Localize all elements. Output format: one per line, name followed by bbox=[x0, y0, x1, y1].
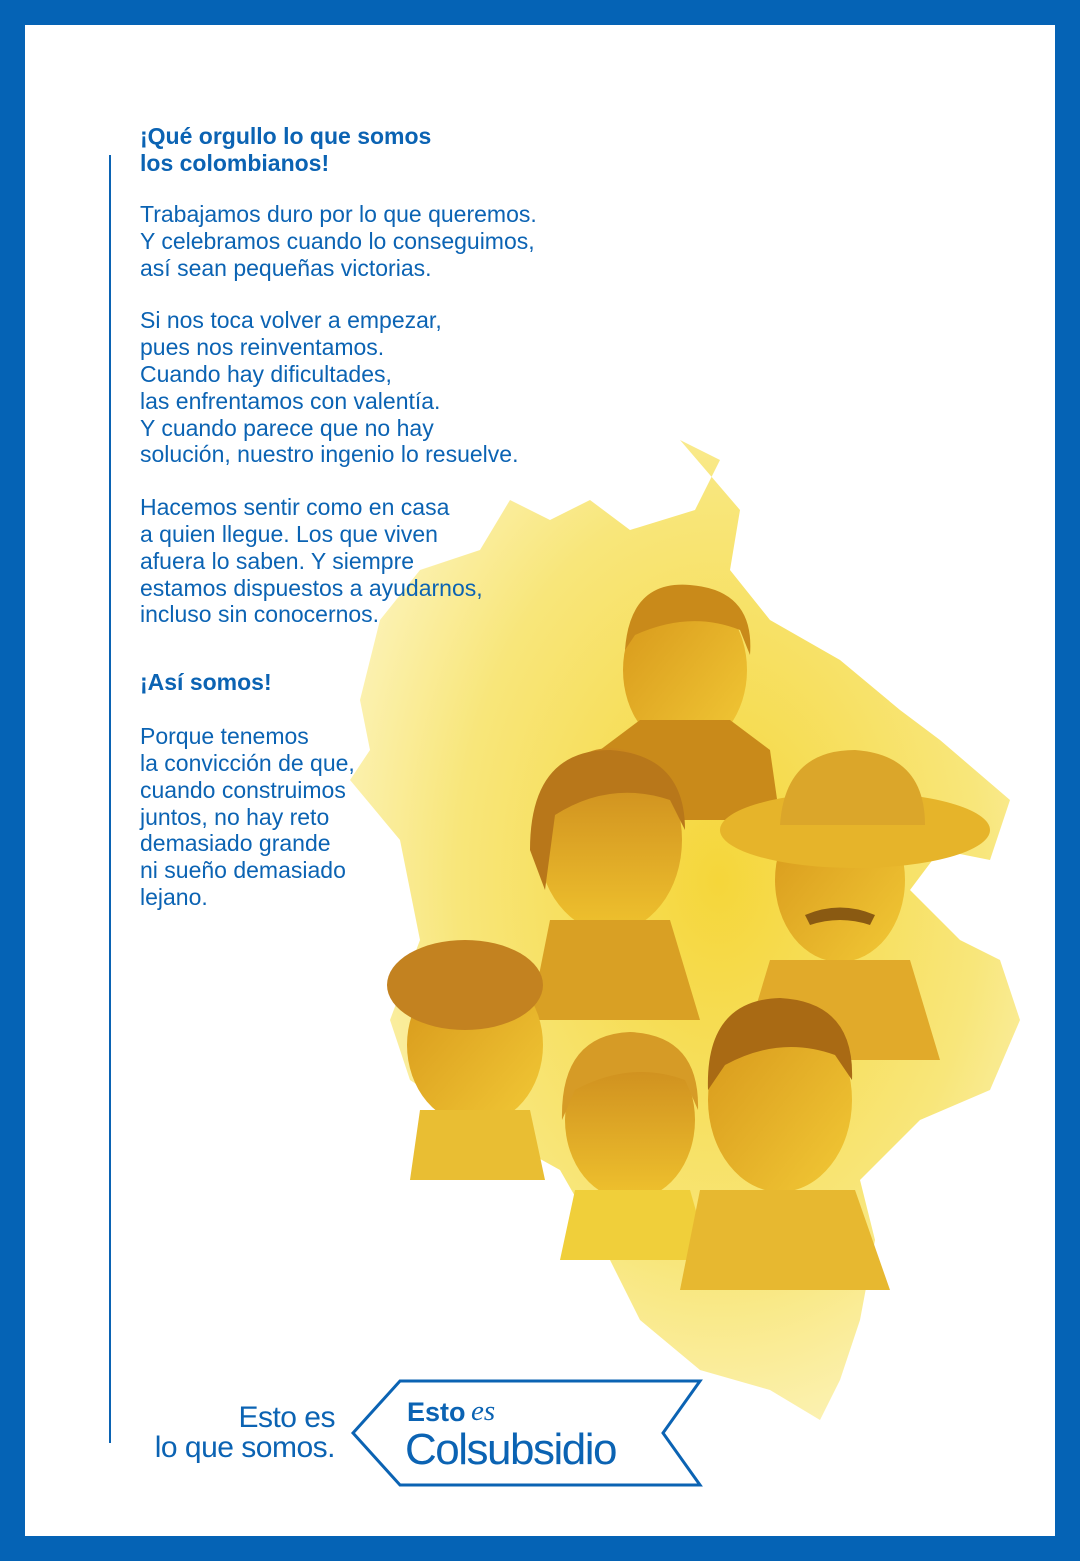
paragraph-4: Porque tenemos la convicción de que, cuando construimos juntos, no hay reto demasiado grande ni sueño demasiado lejano. bbox=[140, 723, 355, 910]
paragraph-2: Si nos toca volver a empezar, pues nos reinventamos. Cuando hay dificultades, las enfrentamos con valentía. Y cuando parece que no hay solución, nuestro ingenio lo resuelve. bbox=[140, 307, 519, 468]
page-frame bbox=[25, 25, 1055, 1536]
paragraph-3: Hacemos sentir como en casa a quien llegue. Los que viven afuera lo saben. Y siempre estamos dispuestos a ayudarnos, incluso sin conocernos. bbox=[140, 494, 483, 628]
logo-word-esto: Esto bbox=[407, 1397, 466, 1427]
footer-tagline: Esto es lo que somos. bbox=[154, 1401, 335, 1464]
vertical-rule bbox=[109, 155, 111, 1443]
logo-word-es: es bbox=[471, 1395, 496, 1427]
logo-brand-name: Colsubsidio bbox=[405, 1425, 616, 1474]
subheadline: ¡Así somos! bbox=[140, 669, 272, 696]
boy-figure bbox=[387, 940, 545, 1180]
manifesto-text bbox=[140, 123, 660, 911]
headline: ¡Qué orgullo lo que somos los colombianos! bbox=[140, 123, 432, 176]
paragraph-1: Trabajamos duro por lo que queremos. Y celebramos cuando lo conseguimos, así sean pequeñas victorias. bbox=[140, 201, 537, 281]
girl-figure bbox=[560, 1032, 710, 1260]
